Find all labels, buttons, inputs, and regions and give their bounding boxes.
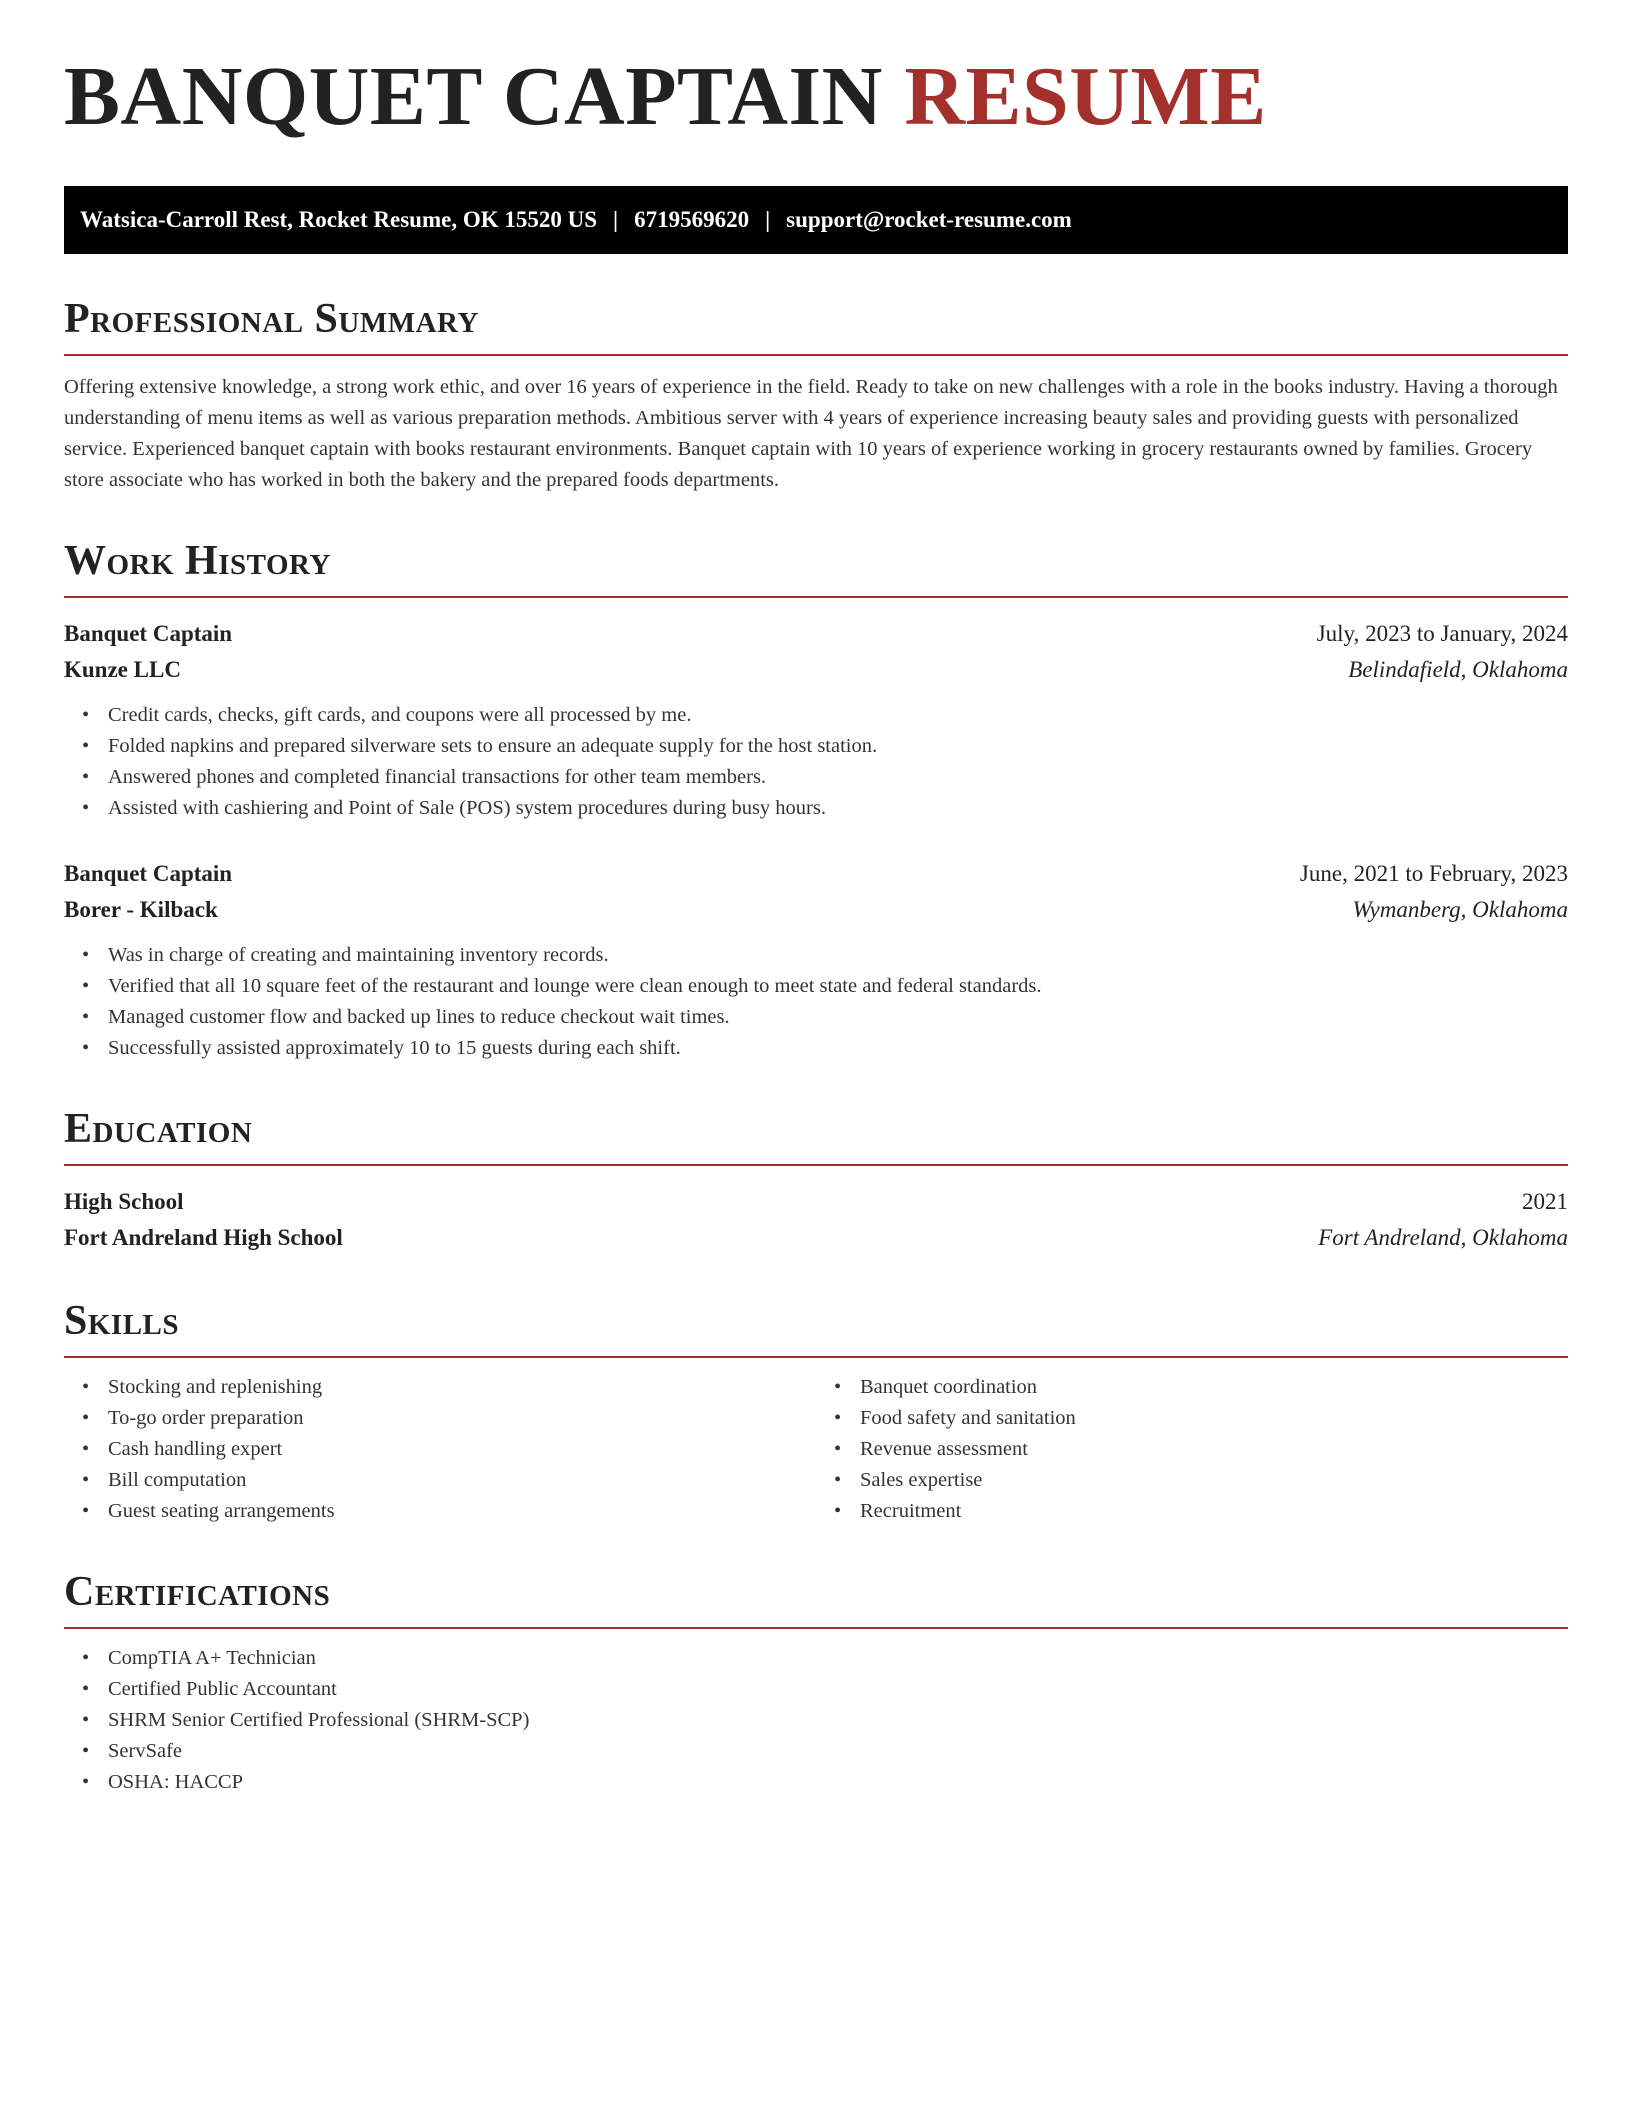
education-degree-row [64,1184,1568,1220]
job-duty: • Credit cards, checks, gift cards, and coupons were all processed by me. [108,700,1568,731]
skills-list [64,1372,816,1527]
job-duty: • Managed customer flow and backed up lines to reduce checkout wait times. [108,1002,1568,1033]
job-duty: • Verified that all 10 square feet of the restaurant and lounge were clean enough to meet state and federal standards. [108,971,1568,1002]
job-duties-list [64,940,1568,1064]
certifications-heading: Certifications [64,1571,1568,1629]
job-header-row [64,616,1568,652]
skill-item: • Revenue assessment [860,1434,1568,1465]
education-degree: High School [64,1189,184,1214]
skill-item: • Banquet coordination [860,1372,1568,1403]
contact-address: Watsica-Carroll Rest, Rocket Resume, OK 15520 US [80,207,598,232]
skill-item: • Stocking and replenishing [108,1372,816,1403]
skill-item: • Food safety and sanitation [860,1403,1568,1434]
certification-item: • Certified Public Accountant [108,1674,1568,1705]
job-entry [64,856,1568,1064]
job-duty: • Answered phones and completed financial transactions for other team members. [108,762,1568,793]
job-duty: • Was in charge of creating and maintaining inventory records. [108,940,1568,971]
job-duty: • Folded napkins and prepared silverware sets to ensure an adequate supply for the host station. [108,731,1568,762]
skills-section [64,1300,1568,1527]
contact-email: support@rocket-resume.com [786,207,1072,232]
skill-item: • Recruitment [860,1496,1568,1527]
education-heading: Education [64,1108,1568,1166]
summary-text: Offering extensive knowledge, a strong work ethic, and over 16 years of experience in the field. Ready to take on new challenges with a role in the books industry. Having a thorough understanding of menu items as well as various preparation methods. Ambitious server with 4 years of experience increasing beauty sales and providing guests with personalized service. Experienced banquet captain with books restaurant environments. Banquet captain with 10 years of experience working in grocery restaurants owned by families. Grocery store associate who has worked in both the bakery and the prepared foods departments. [64,376,1558,491]
education-year: 2021 [1522,1189,1568,1214]
certification-item: • OSHA: HACCP [108,1767,1568,1798]
resume-title [64,50,1568,151]
work-history-heading: Work History [64,540,1568,598]
title-main: BANQUET CAPTAIN [64,50,883,143]
certification-item: • CompTIA A+ Technician [108,1643,1568,1674]
skill-item: • Bill computation [108,1465,816,1496]
work-history-section [64,540,1568,1064]
education-school-row [64,1220,1568,1256]
summary-section [64,298,1568,496]
skill-item: • To-go order preparation [108,1403,816,1434]
job-company: Kunze LLC [64,657,181,682]
skills-list [816,1372,1568,1527]
certification-item: • SHRM Senior Certified Professional (SHRM-SCP) [108,1705,1568,1736]
job-location: Wymanberg, Oklahoma [1352,897,1568,922]
skills-columns [64,1372,1568,1527]
contact-bar [64,186,1568,254]
skills-heading: Skills [64,1300,1568,1358]
job-dates: July, 2023 to January, 2024 [1316,621,1568,646]
job-company: Borer - Kilback [64,897,218,922]
contact-separator: | [613,207,619,232]
job-duties-list [64,700,1568,824]
skill-item: • Sales expertise [860,1465,1568,1496]
job-header-row [64,856,1568,892]
education-location: Fort Andreland, Oklahoma [1318,1225,1568,1250]
job-duty: • Successfully assisted approximately 10 to 15 guests during each shift. [108,1033,1568,1064]
job-title: Banquet Captain [64,861,233,886]
job-company-row [64,652,1568,688]
job-title: Banquet Captain [64,621,233,646]
skill-item: • Guest seating arrangements [108,1496,816,1527]
education-section [64,1108,1568,1256]
skills-column-right [816,1372,1568,1527]
job-location: Belindafield, Oklahoma [1348,657,1568,682]
skills-column-left [64,1372,816,1527]
job-duty: • Assisted with cashiering and Point of Sale (POS) system procedures during busy hours. [108,793,1568,824]
contact-separator: | [765,207,771,232]
contact-phone: 6719569620 [634,207,750,232]
job-dates: June, 2021 to February, 2023 [1299,861,1568,886]
certification-item: • ServSafe [108,1736,1568,1767]
certifications-list [64,1643,1568,1798]
education-school: Fort Andreland High School [64,1225,343,1250]
summary-heading: Professional Summary [64,298,1568,356]
certifications-section [64,1571,1568,1798]
title-accent: RESUME [904,50,1267,143]
job-entry [64,616,1568,824]
education-entry [64,1184,1568,1256]
job-company-row [64,892,1568,928]
skill-item: • Cash handling expert [108,1434,816,1465]
